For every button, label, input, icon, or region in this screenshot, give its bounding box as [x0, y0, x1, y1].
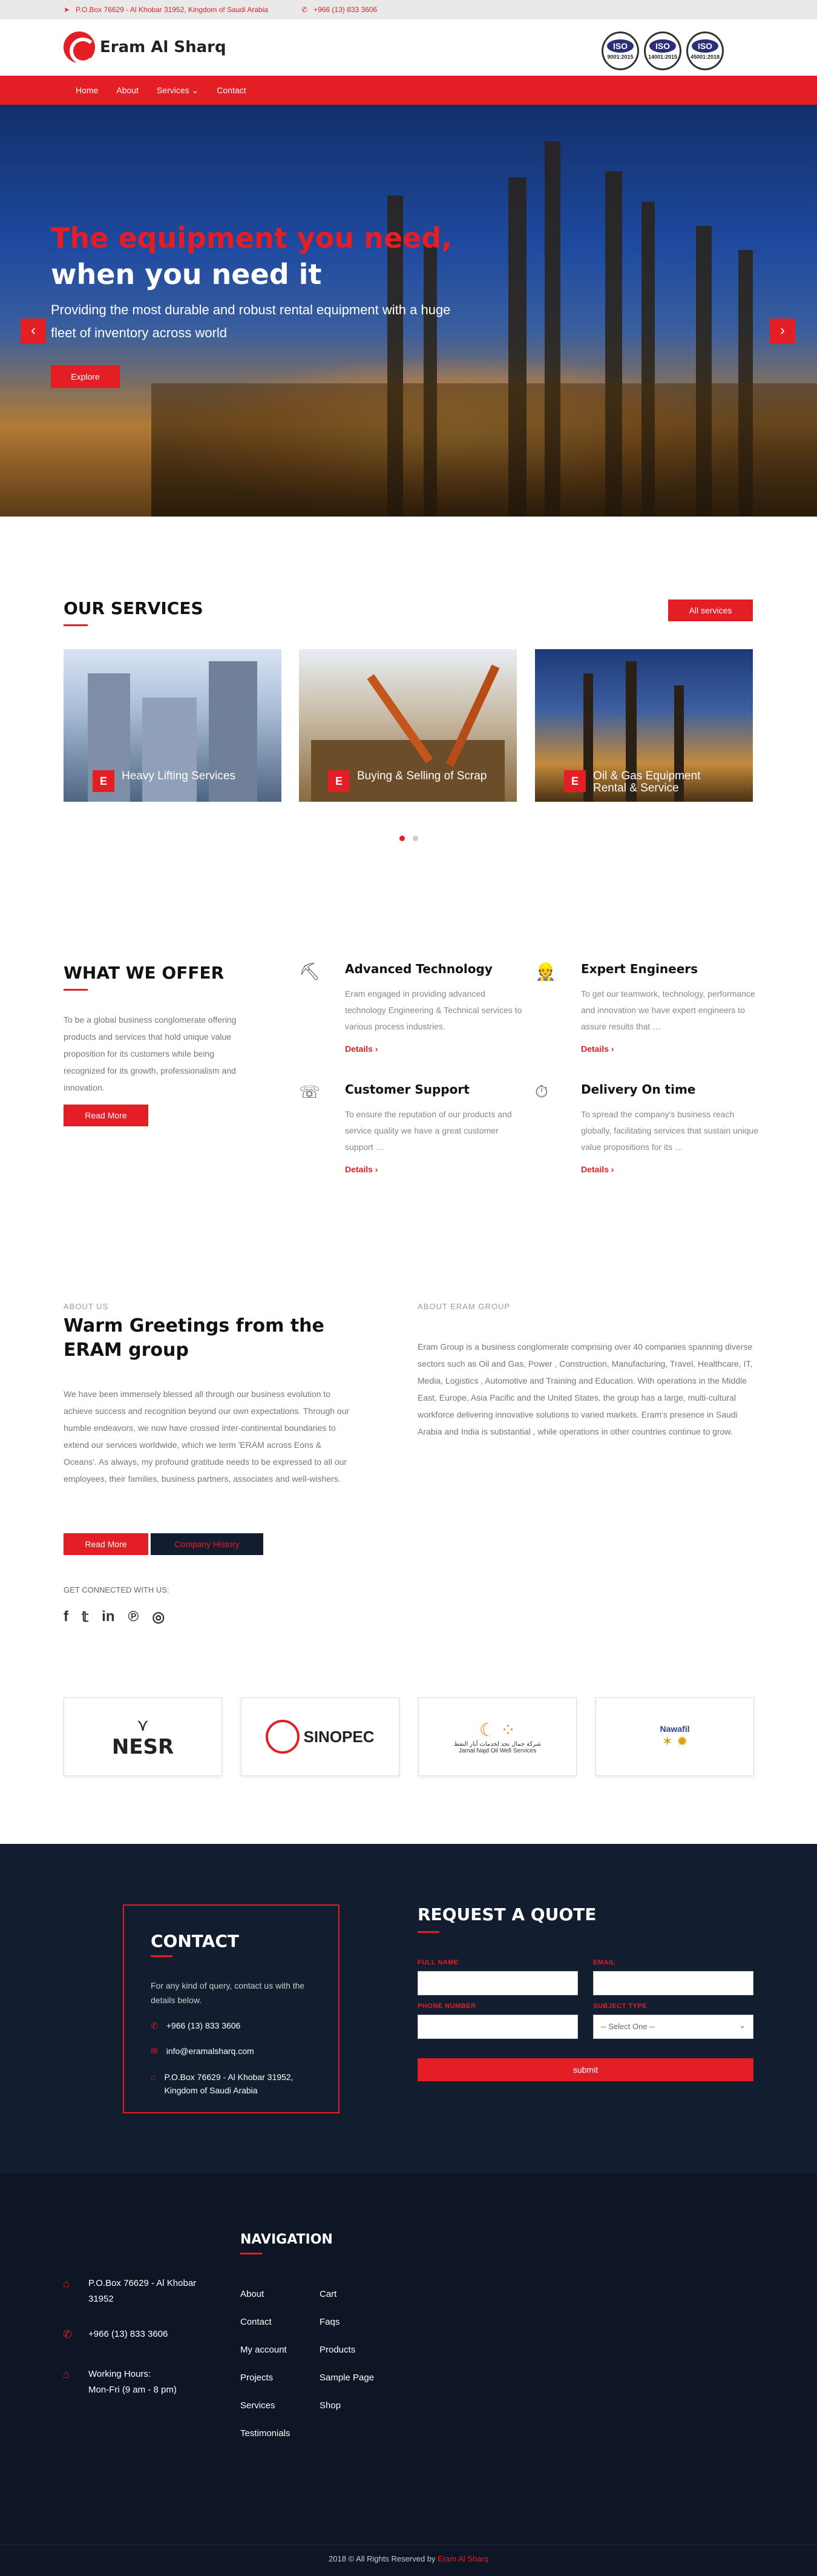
footer-link-about[interactable]: About	[240, 2289, 264, 2299]
footer-hours: ⌂ Working Hours: Mon-Fri (9 am - 8 pm)	[63, 2366, 177, 2398]
eram-logo-icon: E	[328, 770, 350, 792]
partner-logo-nesr[interactable]: ⋎ NESR	[64, 1697, 222, 1776]
crescent-dots-icon: ☾ ⁘	[479, 1720, 516, 1740]
contact-phone[interactable]: ✆ +966 (13) 833 3606	[151, 2021, 241, 2030]
nav-about[interactable]: About	[116, 85, 139, 95]
phone-icon: ✆	[301, 5, 308, 14]
twitter-icon[interactable]: 𝕥	[82, 1609, 89, 1625]
carousel-dot[interactable]	[413, 836, 418, 841]
about-eyebrow: ABOUT US	[64, 1302, 109, 1311]
home-icon: ⌂	[151, 2072, 156, 2082]
offer-title: WHAT WE OFFER	[64, 963, 224, 991]
connect-label: GET CONNECTED WITH US:	[64, 1585, 169, 1594]
wings-icon: ⋎	[136, 1715, 149, 1734]
offer-text: To be a global business conglomerate offering products and services that hold unique value proposition for its customers while being recognized for its growth, professionalism and innovation.	[64, 1015, 237, 1092]
service-card-scrap[interactable]: E Buying & Selling of Scrap	[299, 649, 517, 802]
footer-link-services[interactable]: Services	[240, 2400, 275, 2411]
group-text: Eram Group is a business conglomerate comprising over 40 companies spanning diverse sectors such as Oil and Gas, Power , Construction, Manufacturing, Travel, Healthcare, IT, Media, Logistics , Automotive and Training and Education. With operations in the Middle East, Europe, Asia Pacific and the United States, the group has a large, multi-cultural workforce delivering innovative solutions to varied markets. Eram's presence in Saudi Arabia and India is substantial , while operations in other countries continue to grow.	[418, 1342, 753, 1436]
footer-link-contact[interactable]: Contact	[240, 2317, 272, 2327]
contact-box	[123, 1904, 340, 2113]
sinopec-circle-icon	[266, 1720, 300, 1754]
contact-email[interactable]: ✉ info@eramalsharq.com	[151, 2046, 254, 2056]
nav-services[interactable]: Services ⌄	[156, 85, 199, 95]
phone-input[interactable]	[418, 2015, 578, 2039]
footer-link-my-account[interactable]: My account	[240, 2345, 287, 2355]
hero-subtitle: Providing the most durable and robust rental equipment with a huge fleet of inventory across world	[51, 302, 451, 340]
about-text: We have been immensely blessed all through our business evolution to achieve success and recognition beyond our own expectations. Through our humble endeavors, we now have crossed inter-continental boundaries to extend our services worldwide, which we term 'ERAM across Eons & Oceans'. As always, my profound gratitude needs to be expressed to all our employees, their families, business partners, associates and well-wishers.	[64, 1389, 350, 1484]
contact-title: CONTACT	[151, 1931, 240, 1951]
contact-address: ⌂ P.O.Box 76629 - Al Khobar 31952, Kingdom of Saudi Arabia	[151, 2070, 308, 2097]
partner-logo-sinopec[interactable]: SINOPEC	[241, 1697, 399, 1776]
slider-next-button[interactable]: ›	[770, 319, 795, 344]
footer-link-shop[interactable]: Shop	[320, 2400, 341, 2411]
logo[interactable]	[64, 31, 226, 63]
email-input[interactable]	[593, 1971, 753, 1995]
logo-mark-icon	[64, 31, 95, 63]
services-title: OUR SERVICES	[64, 598, 203, 626]
emblem-icon: ✶ ✹	[661, 1734, 688, 1749]
dribbble-icon[interactable]: ◎	[152, 1609, 165, 1625]
iso-badge-9001: ISO 9001:2015	[602, 31, 639, 70]
topbar-phone[interactable]: ✆ +966 (13) 833 3606	[301, 5, 378, 14]
footer-link-cart[interactable]: Cart	[320, 2289, 337, 2299]
service-card-oil-gas[interactable]: E Oil & Gas Equipment Rental & Service	[535, 649, 753, 802]
plant-structures	[151, 383, 817, 517]
all-services-button[interactable]: All services	[668, 599, 753, 621]
contact-section: CONTACT For any kind of query, contact us with the details below. ✆ +966 (13) 833 3606 ✉ info@eramalsharq.com ⌂ P.O.Box 76629 - Al Khobar 31952, Kingdom of Saudi Arabia REQUEST A QUOTE FULL NAME EMAIL PHONE NUMBER SUBJECT TYPE -- Select One -- ⌄ submit	[0, 1844, 817, 2174]
footer-link-sample-page[interactable]: Sample Page	[320, 2373, 375, 2383]
nav-contact[interactable]: Contact	[217, 85, 246, 95]
details-link[interactable]: Details ›	[345, 1164, 378, 1174]
social-links	[64, 1608, 165, 1626]
service-card-heavy-lifting[interactable]: E Heavy Lifting Services	[64, 649, 281, 802]
chevron-down-icon: ⌄	[739, 2021, 746, 2030]
full-name-input[interactable]	[418, 1971, 578, 1995]
partner-logo-jamal-najd[interactable]: ☾ ⁘ شركة جمال نجد لخدمات آبار النفط Jamal Najd Oil Well Services	[418, 1697, 577, 1776]
facebook-icon[interactable]: f	[64, 1608, 68, 1625]
site-footer	[0, 2174, 817, 2576]
phone-icon: ✆	[63, 2328, 73, 2340]
copyright: 2018 © All Rights Reserved by Eram Al Sharq	[329, 2554, 488, 2563]
engineer-icon: 👷	[535, 962, 556, 981]
topbar-address: ➤ P.O.Box 76629 - Al Khobar 31952, Kingdom of Saudi Arabia	[64, 5, 269, 14]
group-eyebrow: ABOUT ERAM GROUP	[418, 1302, 511, 1311]
main-nav	[0, 76, 817, 105]
contact-intro: For any kind of query, contact us with the details below.	[151, 1981, 305, 2005]
footer-link-products[interactable]: Products	[320, 2345, 356, 2355]
stopwatch-icon: ⏱	[535, 1082, 548, 1101]
support-agent-icon: ☏	[299, 1083, 321, 1101]
details-link[interactable]: Details ›	[581, 1164, 614, 1174]
envelope-icon: ✉	[151, 2046, 158, 2056]
footer-link-projects[interactable]: Projects	[240, 2373, 274, 2383]
crane-icon: ⛏	[299, 962, 321, 981]
partner-logo-nawafil[interactable]: Nawafil ✶ ✹	[596, 1697, 754, 1776]
explore-button[interactable]: Explore	[51, 365, 120, 388]
company-history-button[interactable]: Company History	[151, 1533, 263, 1555]
footer-address: ⌂ P.O.Box 76629 - Al Khobar 31952	[63, 2276, 209, 2307]
brand-name: Eram Al Sharq	[100, 38, 226, 56]
pinterest-icon[interactable]: ℗	[128, 1608, 139, 1625]
iso-badge-14001: ISO 14001:2015	[644, 31, 681, 70]
footer-phone[interactable]: ✆ +966 (13) 833 3606	[63, 2327, 168, 2342]
about-read-more-button[interactable]: Read More	[64, 1533, 148, 1555]
submit-button[interactable]: submit	[418, 2058, 753, 2081]
footer-link-testimonials[interactable]: Testimonials	[240, 2428, 290, 2439]
iso-badge-45001: ISO 45001:2018	[686, 31, 724, 70]
copyright-brand-link[interactable]: Eram Al Sharq	[438, 2554, 488, 2563]
top-bar	[0, 0, 817, 19]
chevron-down-icon: ⌄	[191, 85, 199, 95]
home-icon: ⌂	[63, 2277, 70, 2290]
footer-nav-title: NAVIGATION	[240, 2232, 333, 2247]
details-link[interactable]: Details ›	[581, 1044, 614, 1054]
eram-logo-icon: E	[564, 770, 586, 792]
linkedin-icon[interactable]: in	[102, 1608, 115, 1625]
quote-title: REQUEST A QUOTE	[418, 1904, 597, 1924]
carousel-dot-active[interactable]	[399, 836, 405, 841]
subject-select[interactable]: -- Select One -- ⌄	[593, 2015, 753, 2039]
home-icon: ⌂	[63, 2368, 70, 2380]
offer-read-more-button[interactable]: Read More	[64, 1105, 148, 1126]
details-link[interactable]: Details ›	[345, 1044, 378, 1054]
location-arrow-icon: ➤	[64, 5, 70, 14]
footer-link-faqs[interactable]: Faqs	[320, 2317, 340, 2327]
slider-prev-button[interactable]: ‹	[21, 319, 46, 344]
nav-home[interactable]: Home	[76, 85, 99, 95]
about-title: Warm Greetings from the ERAM group	[64, 1315, 324, 1361]
hero-title: The equipment you need, when you need it	[51, 222, 452, 291]
hero-slider	[0, 105, 817, 517]
phone-icon: ✆	[151, 2021, 158, 2030]
eram-logo-icon: E	[93, 770, 114, 792]
